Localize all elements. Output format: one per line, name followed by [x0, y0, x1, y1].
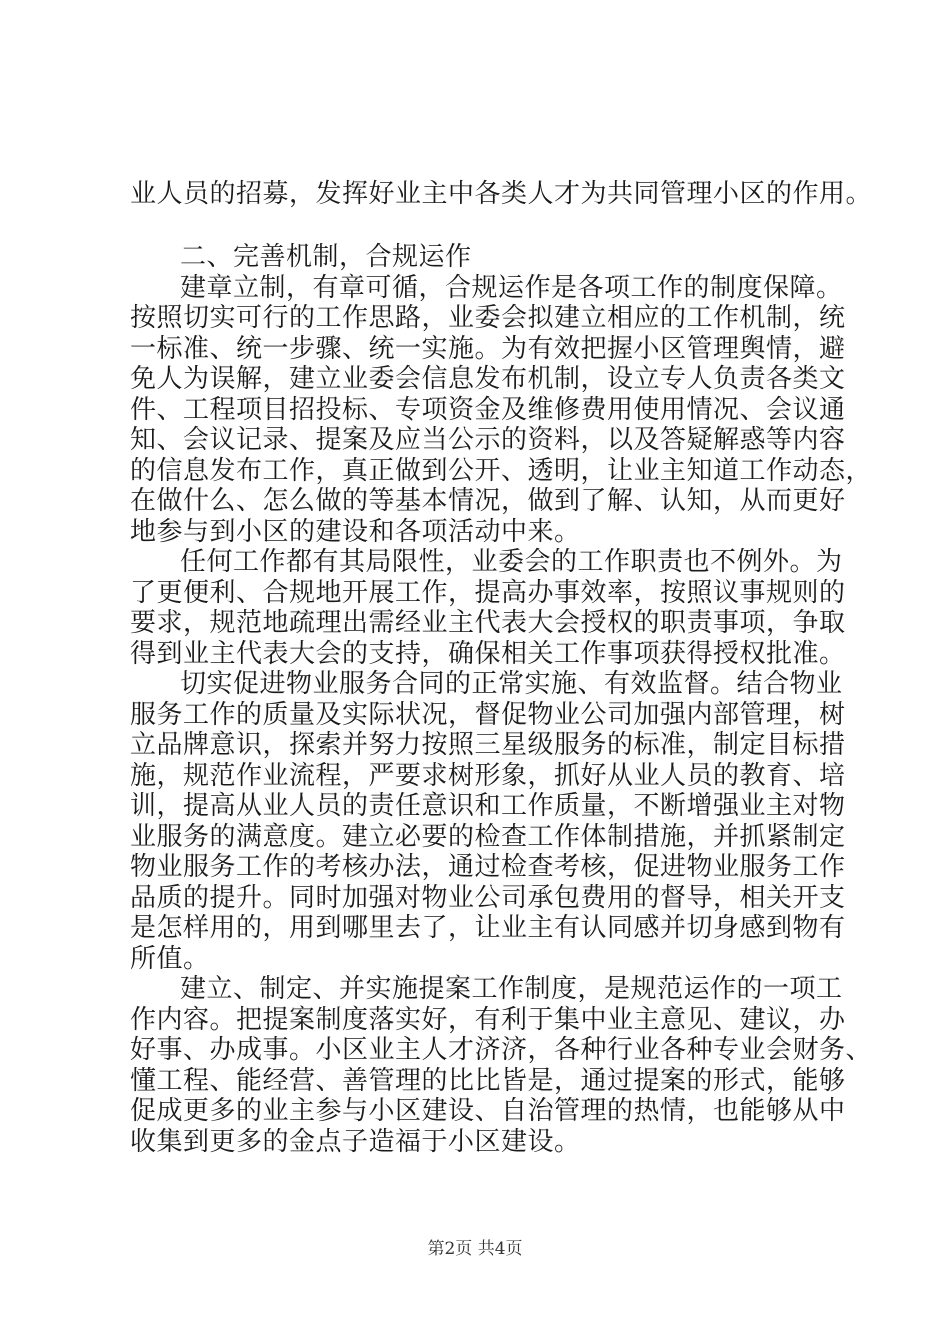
body-line: 是怎样用的，用到哪里去了，让业主有认同感并切身感到物有: [130, 913, 846, 943]
body-line: 的信息发布工作，真正做到公开、透明，让业主知道工作动态，: [130, 456, 873, 486]
body-line: 要求，规范地疏理出需经业主代表大会授权的职责事项，争取: [130, 608, 846, 638]
body-line: 立品牌意识，探索并努力按照三星级服务的标准，制定目标措: [130, 730, 846, 760]
body-line: 业人员的招募，发挥好业主中各类人才为共同管理小区的作用。: [130, 179, 873, 209]
body-line: 服务工作的质量及实际状况，督促物业公司加强内部管理，树: [130, 700, 846, 730]
body-line: 业服务的满意度。建立必要的检查工作体制措施，并抓紧制定: [130, 822, 846, 852]
body-line: 作内容。把提案制度落实好，有利于集中业主意见、建议，办: [130, 1005, 846, 1035]
body-line: 物业服务工作的考核办法，通过检查考核，促进物业服务工作: [130, 852, 846, 882]
body-line: 了更便利、合规地开展工作，提高办事效率，按照议事规则的: [130, 578, 846, 608]
page-number-footer: 第2页 共4页: [427, 1239, 523, 1259]
body-line: 品质的提升。同时加强对物业公司承包费用的督导，相关开支: [130, 883, 846, 913]
body-line: 所值。: [130, 944, 210, 974]
body-line: 建立、制定、并实施提案工作制度，是规范运作的一项工: [180, 974, 843, 1004]
body-line: 件、工程项目招投标、专项资金及维修费用使用情况、会议通: [130, 395, 846, 425]
body-line: 训，提高从业人员的责任意识和工作质量，不断增强业主对物: [130, 791, 846, 821]
body-line: 切实促进物业服务合同的正常实施、有效监督。结合物业: [180, 669, 843, 699]
body-line: 建章立制，有章可循，合规运作是各项工作的制度保障。: [180, 273, 843, 303]
body-line: 得到业主代表大会的支持，确保相关工作事项获得授权批准。: [130, 639, 846, 669]
body-line: 促成更多的业主参与小区建设、自治管理的热情，也能够从中: [130, 1096, 846, 1126]
body-line: 好事、办成事。小区业主人才济济，各种行业各种专业会财务、: [130, 1035, 873, 1065]
body-line: 按照切实可行的工作思路，业委会拟建立相应的工作机制，统: [130, 303, 846, 333]
body-line: 免人为误解，建立业委会信息发布机制，设立专人负责各类文: [130, 364, 846, 394]
body-line: 在做什么、怎么做的等基本情况，做到了解、认知，从而更好: [130, 486, 846, 516]
body-line: 地参与到小区的建设和各项活动中来。: [130, 517, 581, 547]
section-heading: 二、完善机制，合规运作: [180, 242, 472, 272]
body-line: 任何工作都有其局限性，业委会的工作职责也不例外。为: [180, 547, 843, 577]
body-line: 收集到更多的金点子造福于小区建设。: [130, 1127, 581, 1157]
body-line: 施，规范作业流程，严要求树形象，抓好从业人员的教育、培: [130, 761, 846, 791]
body-line: 懂工程、能经营、善管理的比比皆是，通过提案的形式，能够: [130, 1066, 846, 1096]
body-line: 知、会议记录、提案及应当公示的资料，以及答疑解惑等内容: [130, 425, 846, 455]
body-line: 一标准、统一步骤、统一实施。为有效把握小区管理舆情，避: [130, 334, 846, 364]
